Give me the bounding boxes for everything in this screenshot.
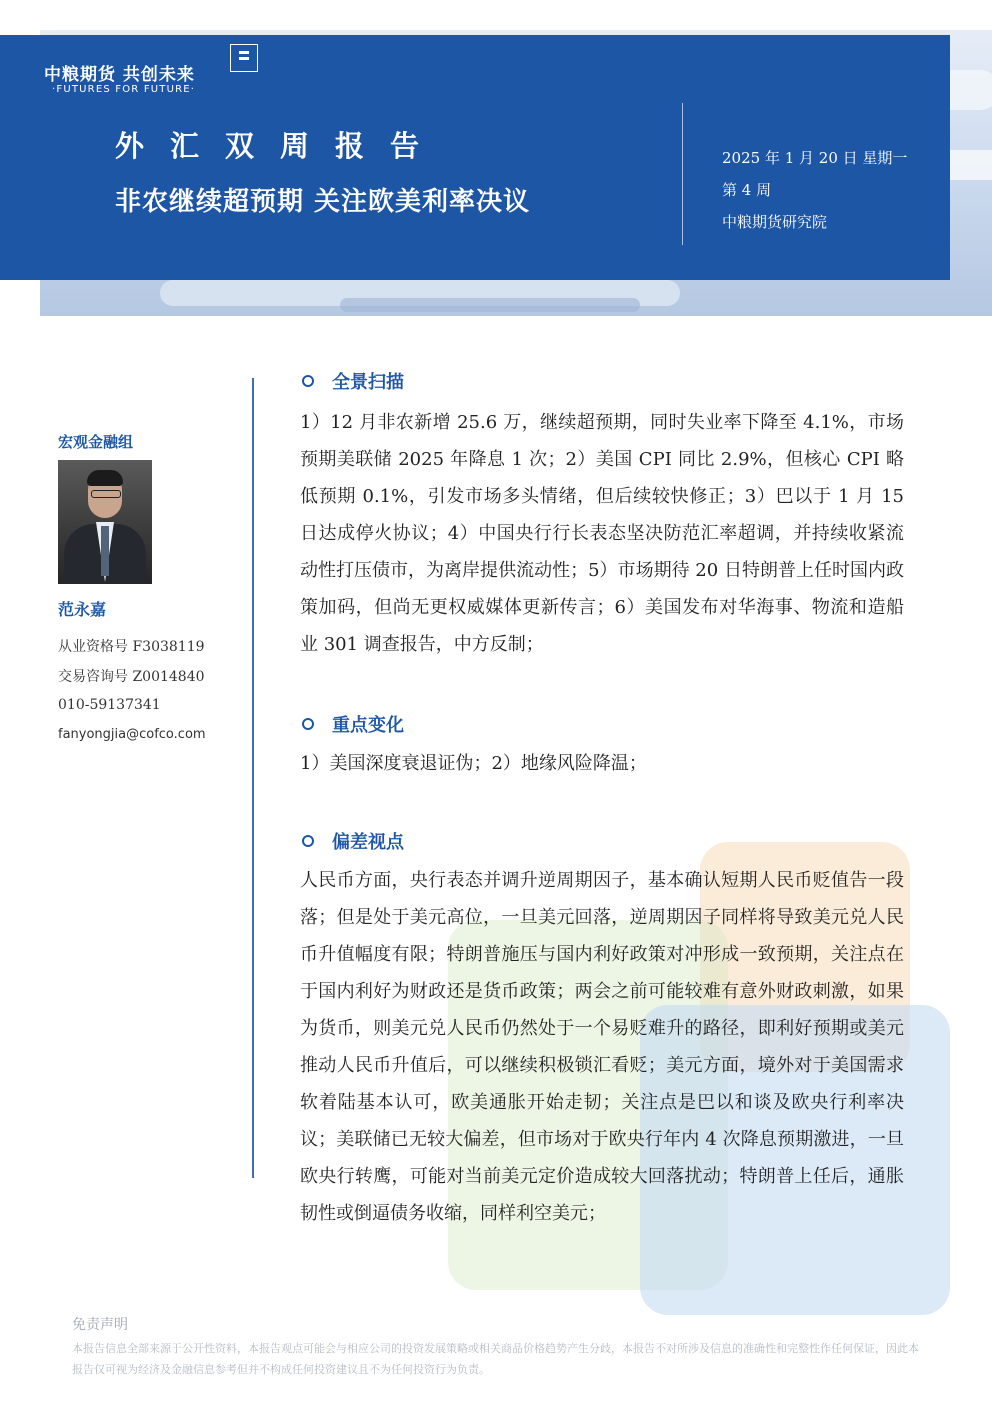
author-email[interactable]: fanyongjia@cofco.com (58, 727, 206, 742)
bullet-circle-icon (302, 835, 314, 847)
section-body-deviation-view: 人民币方面，央行表态并调升逆周期因子，基本确认短期人民币贬值告一段落；但是处于美元高位，一旦美元回落，逆周期因子同样将导致美元兑人民币升值幅度有限；特朗普施压与国内利好政策对冲形成一致预期，关注点在于国内利好为财政还是货币政策；两会之前可能较难有意外财政刺激，如果为货币，则美元兑人民币仍然处于一个易贬难升的路径，即利好预期或美元推动人民币升值后，可以继续积极锁汇看贬；美元方面，境外对于美国需求软着陆基本认可，欧美通胀开始走韧；关注点是巴以和谈及欧央行利率决议；美联储已无较大偏差，但市场对于欧央行年内 4 次降息预期激进，一旦欧央行转鹰，可能对当前美元定价造成较大回落扰动；特朗普上任后，通胀韧性或倒逼债务收缩，同样利空美元； (300, 870, 904, 1224)
author-license-number: 从业资格号 F3038119 (58, 639, 205, 655)
disclaimer-text: 本报告信息全部来源于公开性资料，本报告观点可能会与相应公司的投资发展策略或相关商品价格趋势产生分歧，本报告不对所涉及信息的准确性和完整性作任何保证，因此本报告仅可视为经济及金融信息参考但并不构成任何投资建议且不为任何投资行为负责。 (72, 1342, 919, 1376)
author-name: 范永嘉 (58, 600, 107, 619)
section-heading-text: 重点变化 (332, 715, 404, 736)
report-date: 2025 年 1 月 20 日 星期一 (722, 149, 908, 167)
bullet-circle-icon (302, 375, 314, 387)
section-heading-overview (302, 368, 404, 394)
sidebar-divider (252, 378, 254, 1178)
author-consult-number: 交易咨询号 Z0014840 (58, 669, 205, 685)
section-heading-key-changes (302, 711, 404, 737)
section-heading-text: 全景扫描 (332, 372, 404, 393)
bullet-circle-icon (302, 718, 314, 730)
company-logo-icon (230, 44, 258, 72)
report-subtitle: 非农继续超预期 关注欧美利率决议 (115, 187, 531, 217)
section-body-key-changes: 1）美国深度衰退证伪；2）地缘风险降温； (300, 753, 647, 774)
section-heading-text: 偏差视点 (332, 832, 404, 853)
report-institute: 中粮期货研究院 (722, 213, 828, 231)
author-photo (58, 460, 152, 584)
company-logo-slogan: ·FUTURES FOR FUTURE· (52, 84, 196, 95)
report-week: 第 4 周 (722, 181, 772, 199)
team-name: 宏观金融组 (58, 433, 134, 451)
section-heading-deviation-view (302, 828, 404, 854)
disclaimer-title: 免责声明 (72, 1317, 128, 1333)
section-body-overview: 1）12 月非农新增 25.6 万，继续超预期，同时失业率下降至 4.1%，市场预期美联储 2025 年降息 1 次；2）美国 CPI 同比 2.9%，但核心 CPI 略低预期 0.1%，引发市场多头情绪，但后续较快修正；3）巴以于 1 月 15 日达成停火协议；4）中国央行行长表态坚决防范汇率超调，并持续收紧流动性打压债市，为离岸提供流动性；5）市场期待 20 日特朗普上任时国内政策加码，但尚无更权威媒体更新传言；6）美国发布对华海事、物流和造船业 301 调查报告，中方反制； (300, 412, 904, 655)
author-phone: 010-59137341 (58, 697, 161, 713)
company-logo-text: 中粮期货 共创未来 (44, 65, 195, 85)
report-title: 外汇双周报告 (115, 129, 446, 163)
header-divider (682, 103, 683, 245)
